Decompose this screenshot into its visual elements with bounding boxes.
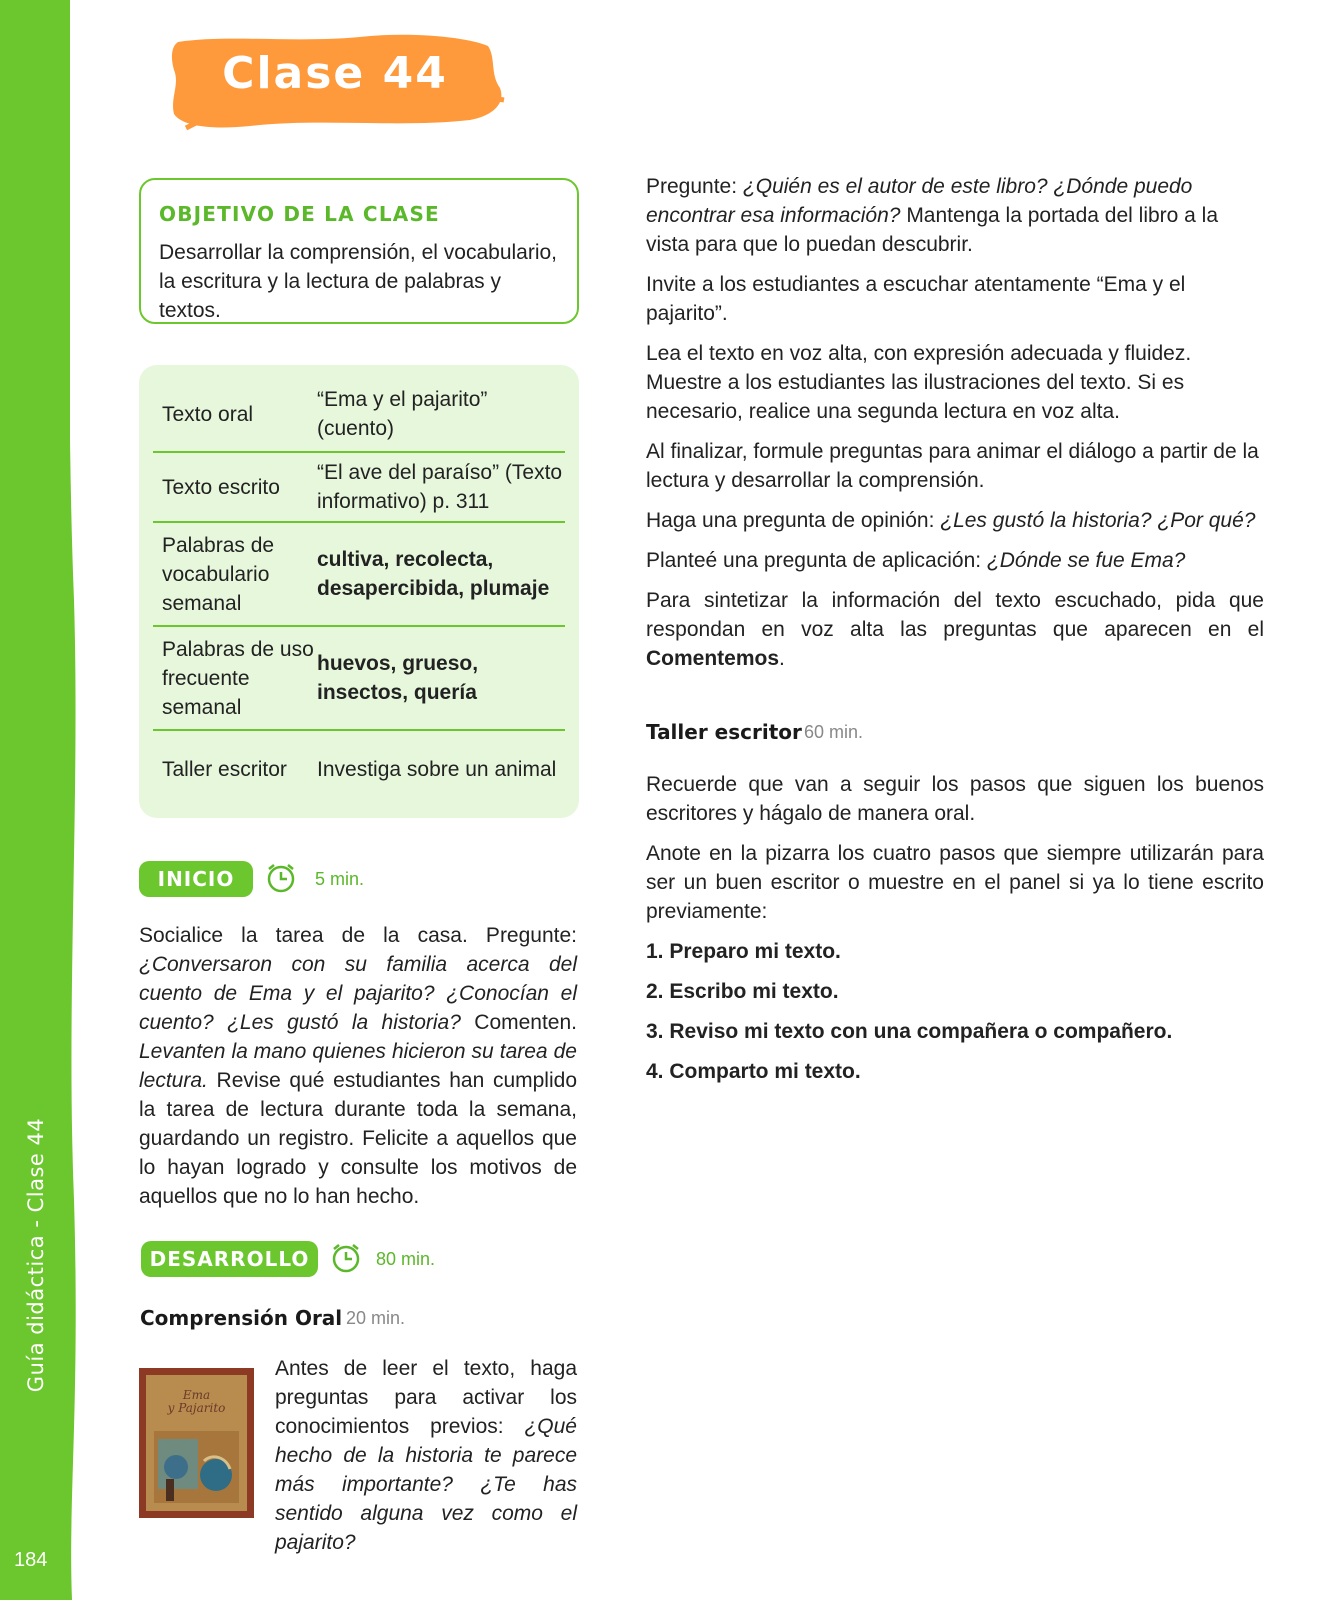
inicio-badge: INICIO [139,861,253,897]
title-banner [170,28,506,132]
right-paragraph-3: Lea el texto en voz alta, con expresión adecuada y fluidez. Muestre a los estudiantes las ilustraciones del texto. Si es necesario, realice una segunda lectura en voz alta. [646,342,1192,423]
taller-header [646,714,1264,770]
table-row [153,627,565,731]
table-key: Texto escrito [162,475,280,499]
right-column [646,172,1264,1097]
table-row [153,377,565,453]
page-title: Clase 44 [222,48,448,99]
page-number: 184 [14,1549,48,1571]
right-paragraph-6: Planteé una pregunta de aplicación: ¿Dónde se fue Ema? [646,549,1186,572]
inicio-minutes: 5 min. [315,869,365,889]
table-value: cultiva, recolecta, desapercibida, plumaje [317,548,550,600]
objective-box [139,178,579,324]
table-row [153,731,565,807]
desarrollo-minutes: 80 min. [376,1249,436,1269]
taller-step: 3. Reviso mi texto con una compañera o compañero. [646,1020,1173,1043]
taller-step: 4. Comparto mi texto. [646,1060,861,1083]
right-paragraph-2: Invite a los estudiantes a escuchar atentamente “Ema y el pajarito”. [646,273,1186,325]
right-paragraph-1: Pregunte: ¿Quién es el autor de este libro? ¿Dónde puedo encontrar esa información? Mantenga la portada del libro a la vista para que lo puedan descubrir. [646,175,1219,256]
taller-heading: Taller escritor [646,720,802,744]
table-value: Investiga sobre un animal [317,757,557,781]
table-value: “El ave del paraíso” (Texto informativo) p. 311 [317,461,563,513]
right-paragraph-7: Para sintetizar la información del texto escuchado, pida que respondan en voz alta las preguntas que aparecen en el Comentemos. [646,589,1264,670]
comprension-paragraph: Antes de leer el texto, haga preguntas para activar los conocimientos previos: ¿Qué hecho de la historia te parece más importante? ¿Te has sentido alguna vez como el pajarito? [275,1357,577,1554]
table-key: Taller escritor [162,757,287,781]
taller-minutes: 60 min. [804,722,864,742]
book-title-line1: Ema [182,1388,211,1402]
info-table [139,365,579,818]
taller-step: 2. Escribo mi texto. [646,980,839,1003]
inicio-paragraph: Socialice la tarea de la casa. Pregunte: ¿Conversaron con su familia acerca del cuento de Ema y el pajarito? ¿Conocían el cuento? ¿Les gustó la historia? Comenten. Levanten la mano quienes hicieron su tarea de lectura. Revise qué estudiantes han cumplido la tarea de lectura durante toda la semana, guardando un registro. Felicite a aquellos que lo hayan logrado y consulte los motivos de aquellos que no lo han hecho. [139,924,577,1208]
book-illustration [146,1375,247,1511]
table-row [153,453,565,523]
table-row [153,523,565,627]
book-title-line2: y Pajarito [167,1401,226,1415]
alarm-clock-icon [264,861,298,895]
desarrollo-badge: DESARROLLO [141,1241,318,1277]
table-key: Palabras de vocabulario semanal [162,533,275,615]
comprension-heading: Comprensión Oral [140,1306,343,1330]
table-value: huevos, grueso, insectos, quería [317,652,479,704]
book-cover-image [139,1368,254,1518]
right-paragraph-5: Haga una pregunta de opinión: ¿Les gustó la historia? ¿Por qué? [646,509,1256,532]
alarm-clock-icon [329,1241,363,1275]
right-paragraph-4: Al finalizar, formule preguntas para animar el diálogo a partir de la lectura y desarrollar la comprensión. [646,440,1259,492]
table-key: Palabras de uso frecuente semanal [162,637,314,719]
taller-step: 1. Preparo mi texto. [646,940,841,963]
side-label: Guía didáctica - Clase 44 [24,1117,48,1393]
taller-paragraph-2: Anote en la pizarra los cuatro pasos que siempre utilizarán para ser un buen escritor o muestre en el panel si ya lo tiene escrito previamente: [646,842,1264,923]
objective-heading: OBJETIVO DE LA CLASE [159,202,440,226]
table-key: Texto oral [162,402,254,426]
table-value: “Ema y el pajarito” (cuento) [317,388,488,440]
comprension-minutes: 20 min. [346,1308,406,1328]
taller-paragraph-1: Recuerde que van a seguir los pasos que siguen los buenos escritores y hágalo de manera oral. [646,773,1264,825]
objective-text: Desarrollar la comprensión, el vocabulario, la escritura y la lectura de palabras y textos. [159,241,558,322]
